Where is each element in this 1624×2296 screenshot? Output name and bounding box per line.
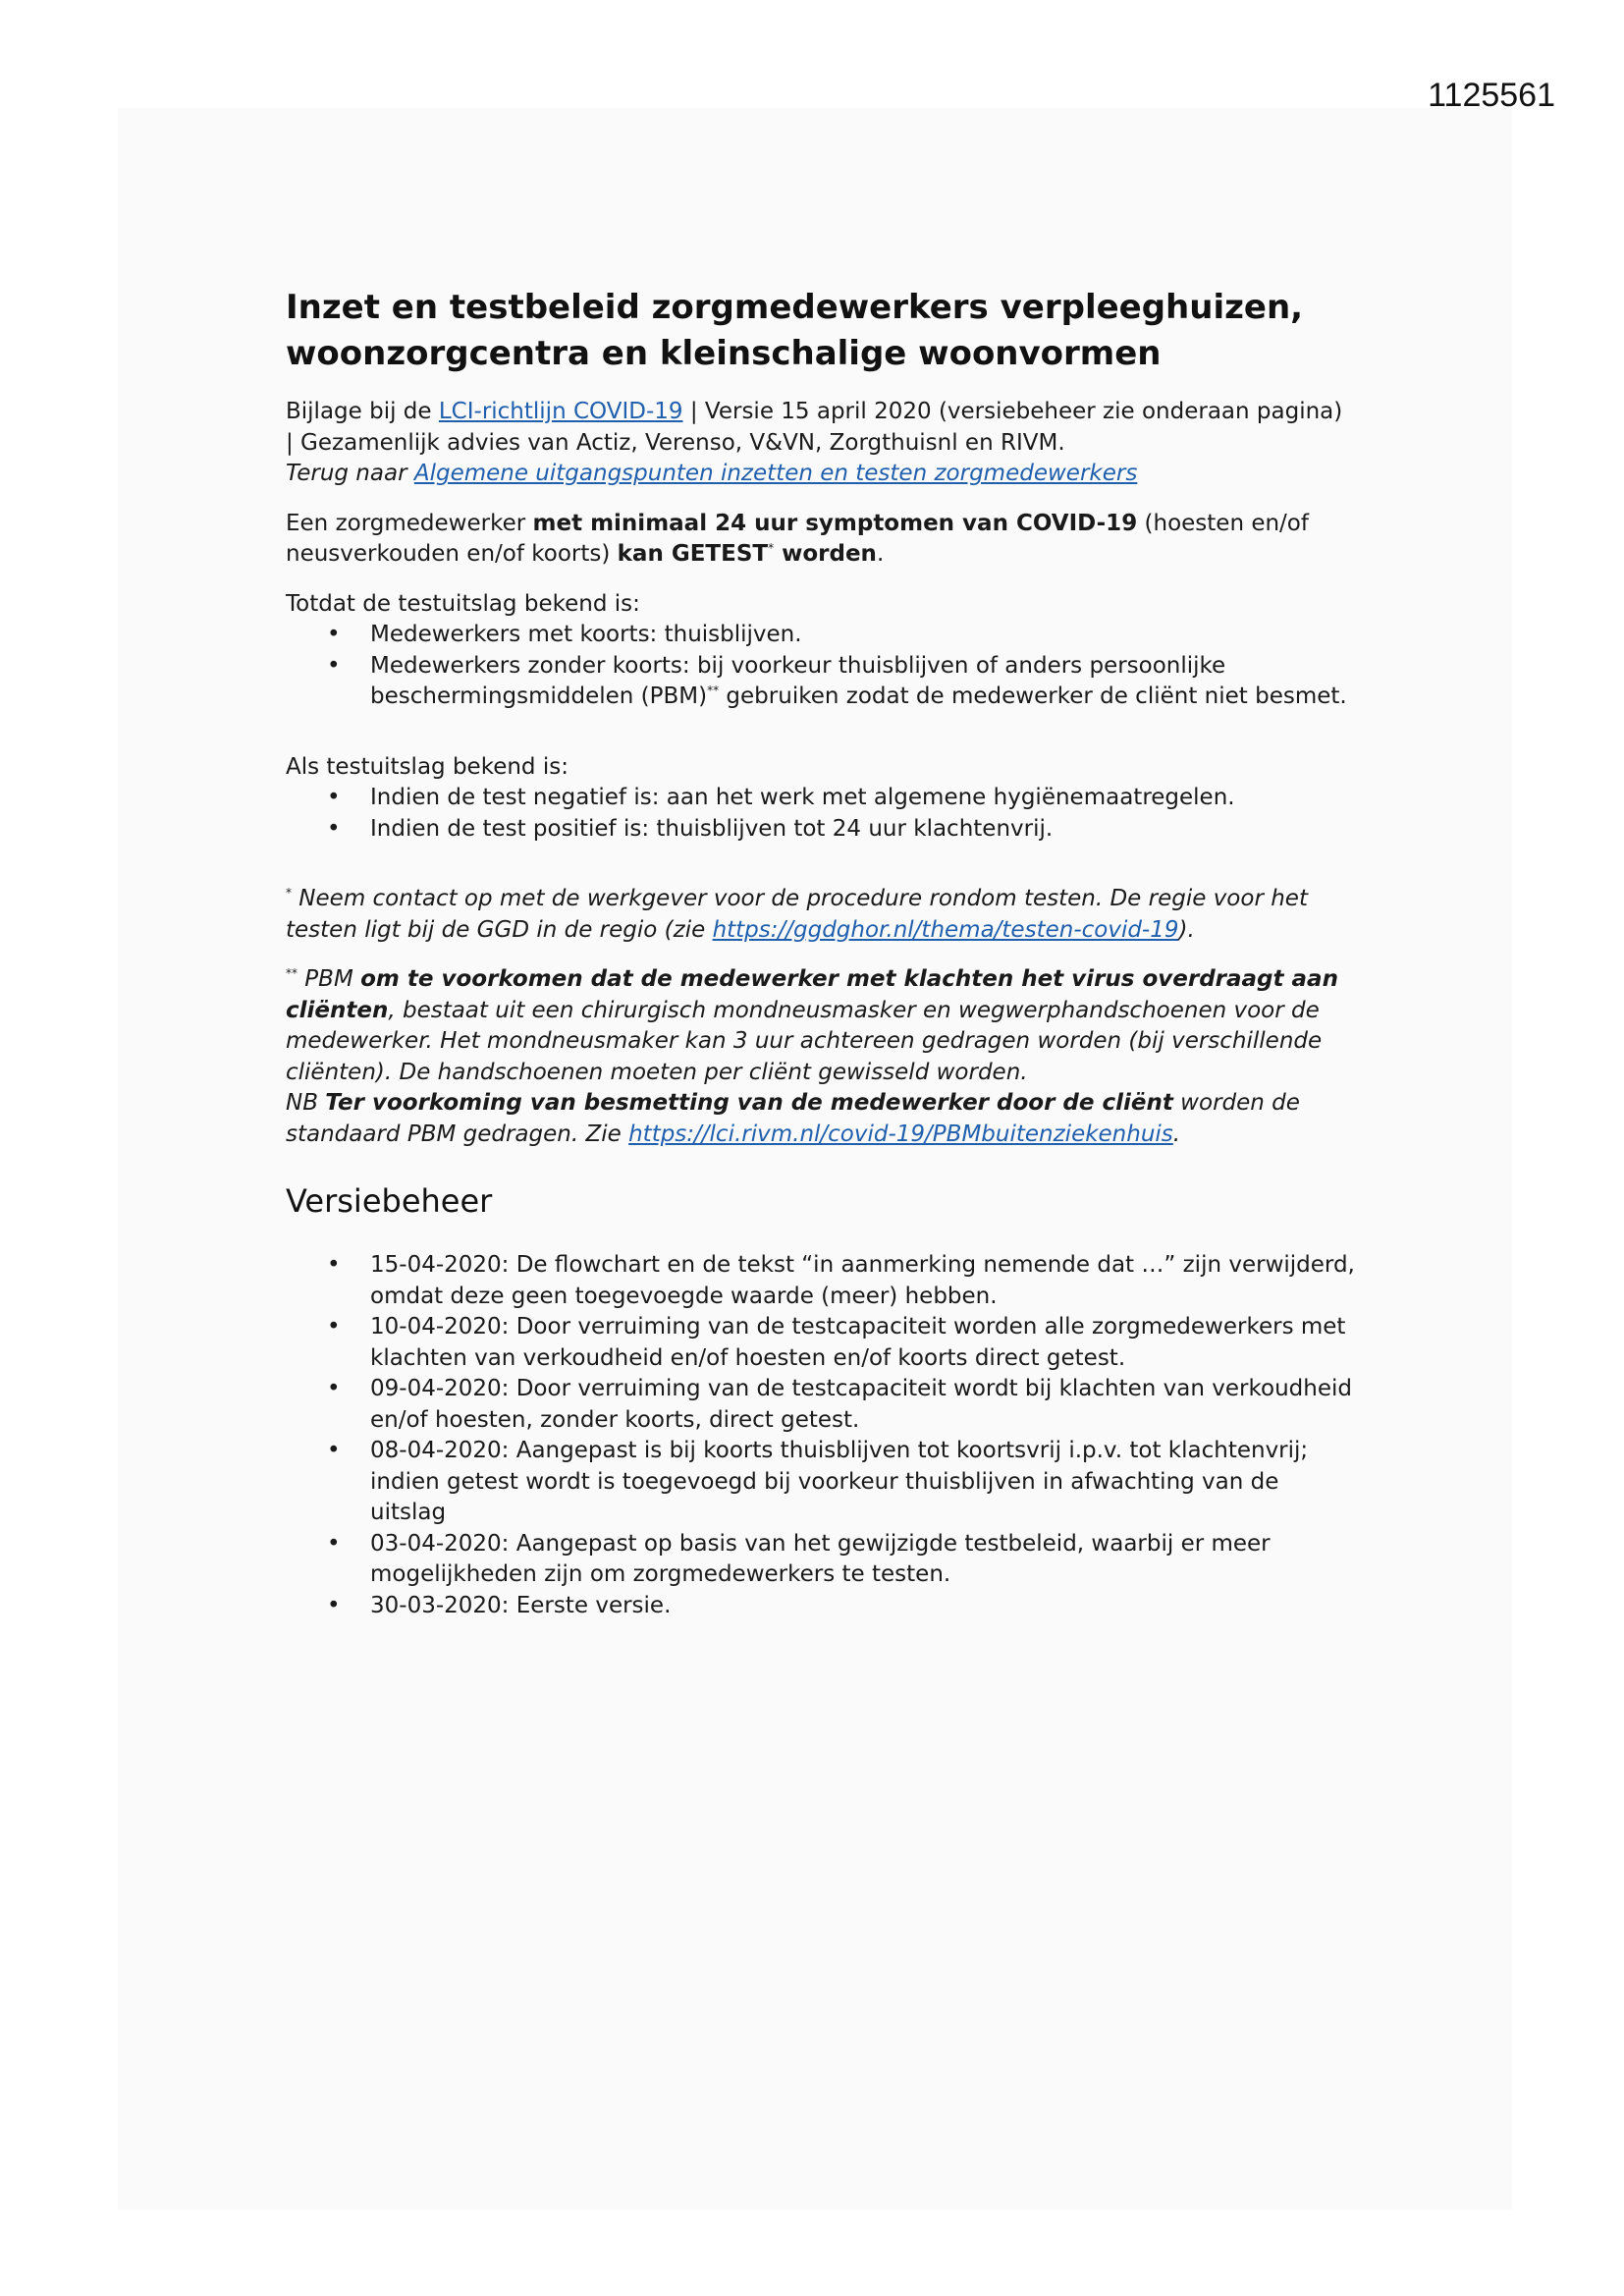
footnote-1-end: ).	[1178, 916, 1195, 943]
version-item: • 08-04-2020: Aangepast is bij koorts thuisblijven tot koortsvrij i.p.v. tot klachtenvrij; indien getest wordt is toegevoegd bij voorkeur thuisblijven in afwachting van de uitslag	[370, 1436, 1356, 1529]
version-item: • 10-04-2020: Door verruiming van de testcapaciteit worden alle zorgmedewerkers met klachten van verkoudheid en/of hoesten en/of koorts direct getest.	[370, 1312, 1356, 1374]
footnote-1-body: Neem contact op met de werkgever voor de procedure rondom testen. De regie voor het testen ligt bij de GGD in de regio (zie	[286, 886, 1308, 943]
footnote-2-t1: PBM	[298, 966, 361, 992]
symptoms-t3: .	[876, 541, 885, 567]
result-list	[286, 783, 1356, 845]
back-link[interactable]: Algemene uitgangspunten inzetten en testen zorgmedewerkers	[413, 461, 1138, 486]
pending-item2-b: gebruiken zodat de medewerker de cliënt niet besmet.	[719, 683, 1347, 709]
footnote-2-marker: **	[286, 966, 298, 980]
footnote-1-marker: *	[286, 886, 292, 900]
version-item: • 15-04-2020: De flowchart en de tekst “in aanmerking nemende dat …” zijn verwijderd, omdat deze geen toegevoegde waarde (meer) hebben.	[370, 1250, 1356, 1312]
nb-bold: Ter voorkoming van besmetting van de medewerker door de cliënt	[325, 1090, 1173, 1116]
pending-section	[286, 589, 1356, 713]
back-line	[286, 459, 1356, 490]
version-item: • 30-03-2020: Eerste versie.	[370, 1591, 1356, 1622]
pending-item2-a: Medewerkers zonder koorts: bij voorkeur thuisblijven of anders persoonlijke beschermingsmiddelen (PBM)	[370, 652, 1226, 709]
version-item: • 03-04-2020: Aangepast op basis van het gewijzigde testbeleid, waarbij er meer mogelijkheden zijn om zorgmedewerkers te testen.	[370, 1529, 1356, 1591]
pbm-link[interactable]: https://lci.rivm.nl/covid-19/PBMbuitenziekenhuis	[628, 1121, 1173, 1147]
pending-list	[286, 620, 1356, 713]
symptoms-paragraph	[286, 509, 1356, 571]
nb-text: worden de standaard PBM gedragen. Zie	[286, 1090, 1300, 1147]
list-item: • Indien de test negatief is: aan het werk met algemene hygiënemaatregelen.	[370, 783, 1356, 814]
version-heading: Versiebeheer	[286, 1182, 493, 1220]
symptoms-b2: kan GETEST	[617, 541, 769, 567]
intro-prefix: Bijlage bij de	[286, 399, 439, 424]
symptoms-b1: met minimaal 24 uur symptomen van COVID-19	[532, 510, 1138, 536]
nb-end: .	[1172, 1121, 1181, 1147]
footnote-2-t2: , bestaat uit een chirurgisch mondneusmasker en wegwerphandschoenen voor de medewerker. Het mondneusmaker kan 3 uur achtereen gedragen worden (bij verschillende cliënten). De handschoenen moeten per cliënt gewisseld worden.	[286, 997, 1323, 1085]
intro-paragraph	[286, 397, 1356, 490]
footnote-marker-2: **	[707, 683, 720, 697]
lci-richtlijn-link[interactable]: LCI-richtlijn COVID-19	[438, 399, 683, 424]
list-item: • Indien de test positief is: thuisblijven tot 24 uur klachtenvrij.	[370, 814, 1356, 846]
document-number: 1125561	[1428, 77, 1555, 114]
result-section	[286, 752, 1356, 846]
footnote-2	[286, 964, 1356, 1150]
nb-line	[286, 1088, 1356, 1150]
intro-middle: | Versie 15 april 2020 (versiebeheer zie onderaan pagina) | Gezamenlijk advies van Actiz, Verenso, V&VN, Zorgthuisnl en RIVM.	[286, 399, 1343, 456]
footnote-1-text	[286, 884, 1356, 946]
page-title: Inzet en testbeleid zorgmedewerkers verpleeghuizen, woonzorgcentra en kleinschalige woonvormen	[286, 288, 1304, 373]
footnote-marker-1: *	[768, 541, 775, 555]
document-body	[286, 285, 1356, 1621]
symptoms-text	[286, 509, 1356, 571]
footnote-1	[286, 884, 1356, 946]
result-heading: Als testuitslag bekend is:	[286, 753, 568, 780]
back-prefix: Terug naar	[286, 461, 414, 486]
pending-heading: Totdat de testuitslag bekend is:	[286, 590, 640, 617]
version-item: • 09-04-2020: Door verruiming van de testcapaciteit wordt bij klachten van verkoudheid en/of hoesten, zonder koorts, direct getest.	[370, 1374, 1356, 1436]
list-item: • Medewerkers met koorts: thuisblijven.	[370, 620, 1356, 651]
symptoms-b3: worden	[774, 541, 877, 567]
list-item	[370, 651, 1356, 713]
intro-line	[286, 397, 1356, 459]
symptoms-t2: (hoesten en/of neusverkouden en/of koorts)	[286, 510, 1309, 567]
ggdghor-link[interactable]: https://ggdghor.nl/thema/testen-covid-19	[712, 916, 1179, 943]
version-list	[286, 1250, 1356, 1621]
footnote-2-text	[286, 964, 1356, 1088]
footnote-2-b1: om te voorkomen dat de medewerker met klachten het virus overdraagt aan cliënten	[286, 966, 1338, 1023]
symptoms-t1: Een zorgmedewerker	[286, 510, 533, 536]
nb-prefix: NB	[286, 1090, 326, 1116]
